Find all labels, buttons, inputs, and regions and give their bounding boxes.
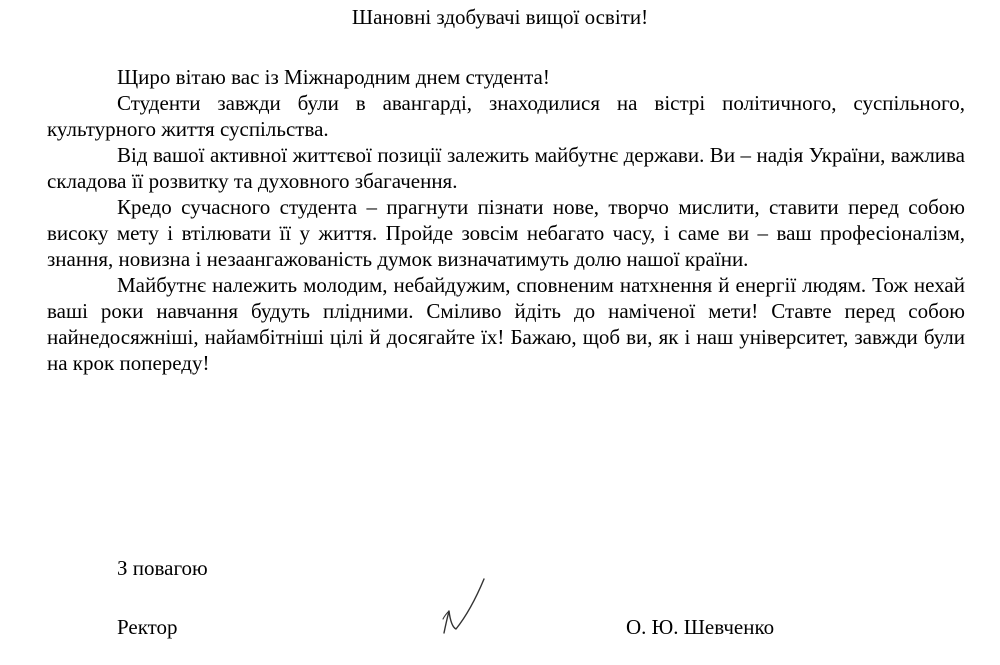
- letter-body: [47, 64, 965, 376]
- paragraph-position: Від вашої активної життєвої позиції залежить майбутнє держави. Ви – надія України, важлива складова її розвитку та духовного збагачення.: [47, 143, 965, 193]
- paragraph-greeting: Щиро вітаю вас із Міжнародним днем студента!: [117, 65, 550, 89]
- letter-heading: Шановні здобувачі вищої освіти!: [351, 5, 649, 29]
- closing-phrase: З повагою: [117, 556, 208, 580]
- paragraph-vanguard: Студенти завжди були в авангарді, знаходилися на вістрі політичного, суспільного, культурного життя суспільства.: [47, 91, 965, 141]
- signatory-name: О. Ю. Шевченко: [626, 615, 775, 639]
- paragraph-future: Майбутнє належить молодим, небайдужим, сповненим натхнення й енергії людям. Тож нехай ваші роки навчання будуть плідними. Сміливо йдіть до наміченої мети! Ставте перед собою найнедосяжніші, найамбітніші цілі й досягайте їх! Бажаю, щоб ви, як і наш університет, завжди були на крок попереду!: [47, 273, 965, 375]
- signatory-role: Ректор: [117, 615, 178, 639]
- paragraph-credo: Кредо сучасного студента – прагнути пізнати нове, творчо мислити, ставити перед собою високу мету і втілювати її у життя. Пройде зовсім небагато часу, і саме ви – ваш професіоналізм, знання, новизна і незаангажованість думок визначатимуть долю нашої країни.: [47, 195, 965, 271]
- handwritten-signature: [440, 575, 492, 639]
